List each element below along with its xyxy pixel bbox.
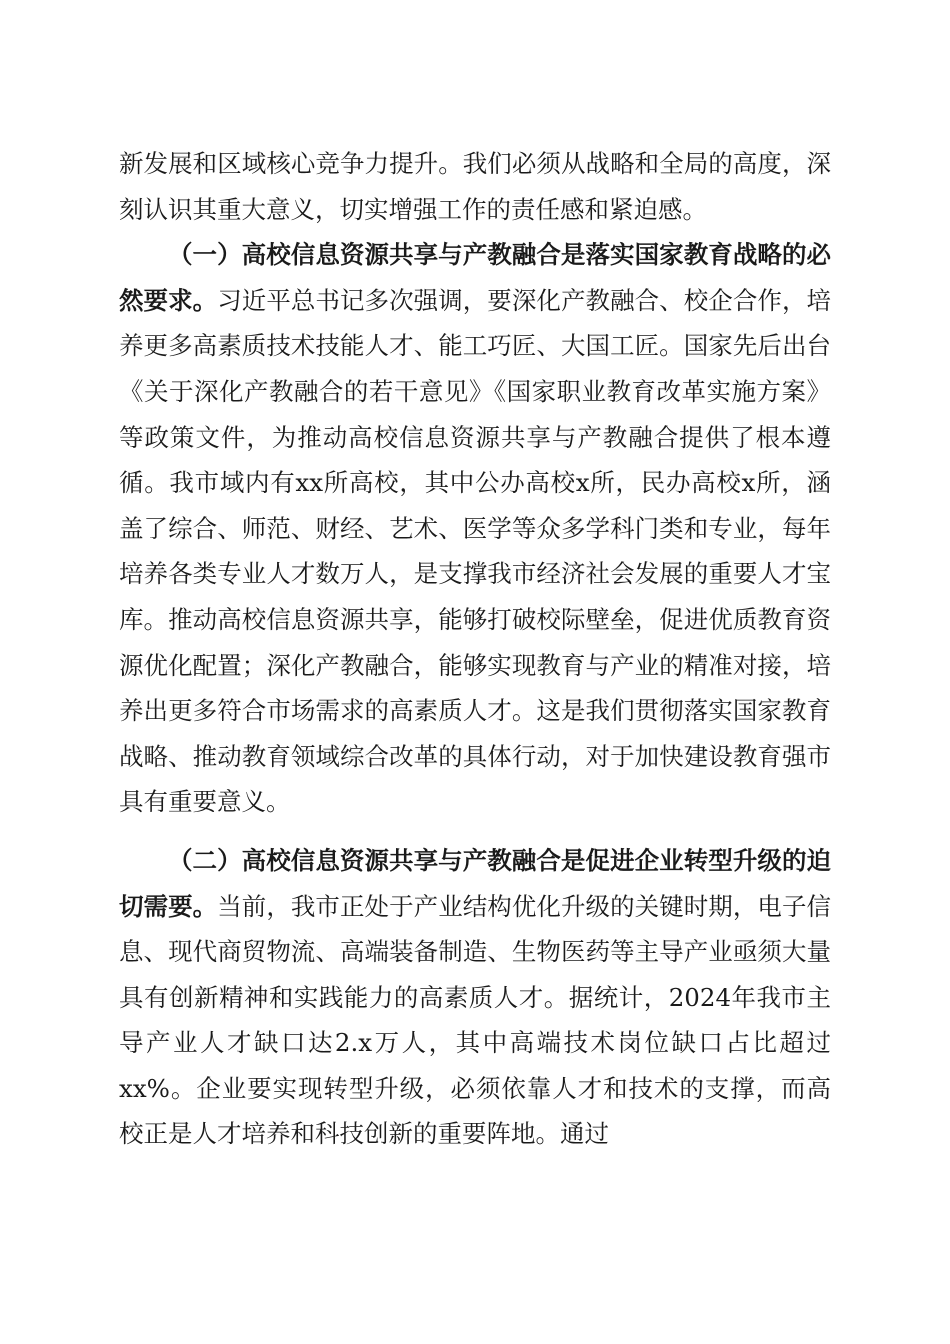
paragraph-continuation-body: 新发展和区域核心竞争力提升。我们必须从战略和全局的高度，深刻认识其重大意义，切实增强工作的责任感和紧迫感。 bbox=[119, 149, 831, 224]
document-body bbox=[119, 141, 831, 1157]
section-two-body: 当前，我市正处于产业结构优化升级的关键时期，电子信息、现代商贸物流、高端装备制造、生物医药等主导产业亟须大量具有创新精神和实践能力的高素质人才。据统计，2024年我市主导产业人才缺口达2.x万人，其中高端技术岗位缺口占比超过xx%。企业要实现转型升级，必须依靠人才和技术的支撑，而高校正是人才培养和科技创新的重要阵地。通过 bbox=[119, 891, 832, 1149]
paragraph-section-two bbox=[119, 838, 831, 1157]
paragraph-section-one bbox=[119, 232, 831, 825]
section-one-heading: （一）高校信息资源共享与产教融合是落实国家教育战略的必然要求。 bbox=[119, 240, 831, 315]
paragraph-continuation bbox=[119, 141, 831, 232]
section-one-body: 习近平总书记多次强调，要深化产教融合、校企合作，培养更多高素质技术技能人才、能工巧匠、大国工匠。国家先后出台《关于深化产教融合的若干意见》《国家职业教育改革实施方案》等政策文件，为推动高校信息资源共享与产教融合提供了根本遵循。我市域内有xx所高校，其中公办高校x所，民办高校x所，涵盖了综合、师范、财经、艺术、医学等众多学科门类和专业，每年培养各类专业人才数万人，是支撑我市经济社会发展的重要人才宝库。推动高校信息资源共享，能够打破校际壁垒，促进优质教育资源优化配置；深化产教融合，能够实现教育与产业的精准对接，培养出更多符合市场需求的高素质人才。这是我们贯彻落实国家教育战略、推动教育领域综合改革的具体行动，对于加快建设教育强市具有重要意义。 bbox=[119, 285, 832, 817]
section-two-heading: （二）高校信息资源共享与产教融合是促进企业转型升级的迫切需要。 bbox=[119, 845, 831, 921]
